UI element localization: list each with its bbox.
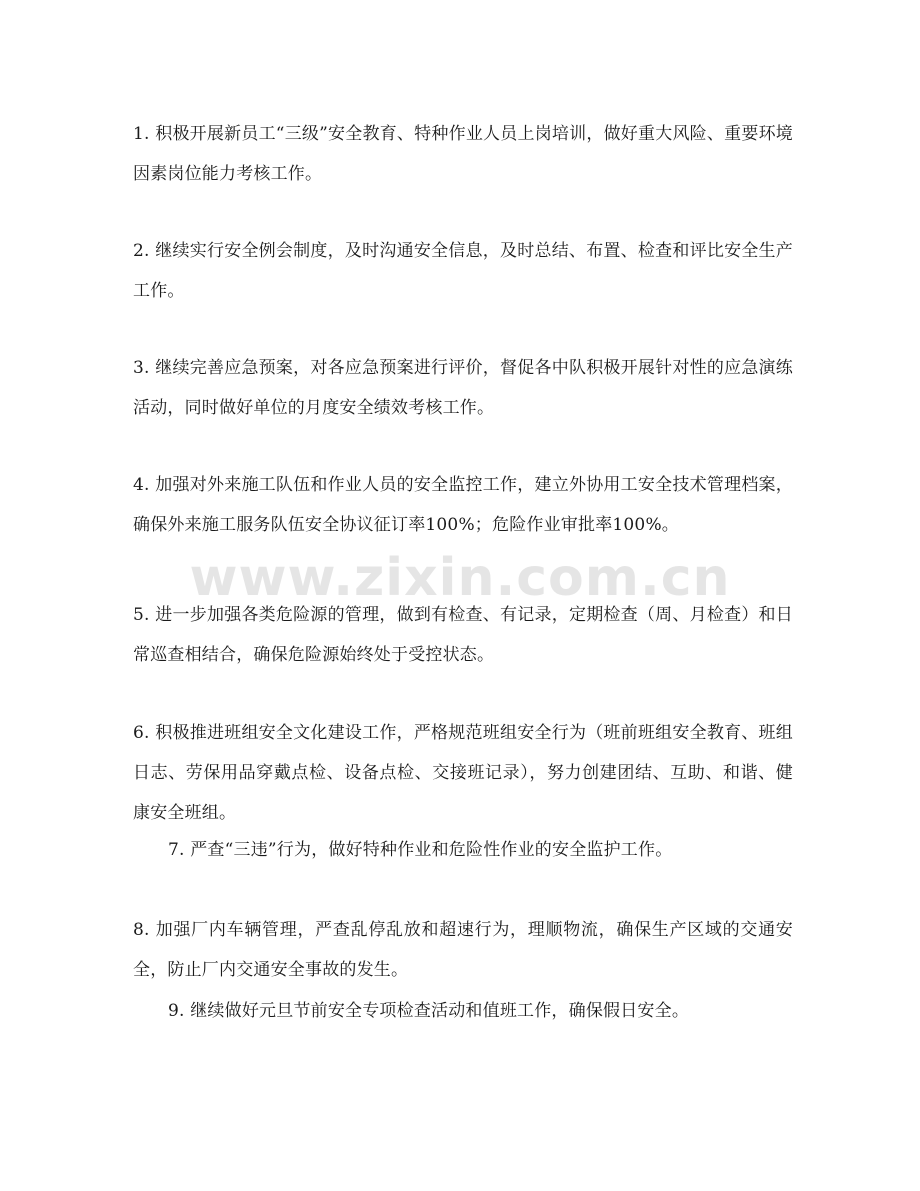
list-item-3: 3. 继续完善应急预案，对各应急预案进行评价，督促各中队积极开展针对性的应急演练活动，同时做好单位的月度安全绩效考核工作。: [133, 358, 793, 418]
list-item-8: 8. 加强厂内车辆管理，严查乱停乱放和超速行为，理顺物流，确保生产区域的交通安全，防止厂内交通安全事故的发生。: [133, 920, 793, 980]
list-item-7: 7. 严查“三违”行为，做好特种作业和危险性作业的安全监护工作。: [168, 840, 673, 860]
list-item-9: 9. 继续做好元旦节前安全专项检查活动和值班工作，确保假日安全。: [168, 1001, 690, 1021]
list-item-6: 6. 积极推进班组安全文化建设工作，严格规范班组安全行为（班前班组安全教育、班组日志、劳保用品穿戴点检、设备点检、交接班记录），努力创建团结、互助、和谐、健康安全班组。: [133, 723, 793, 823]
list-item-4: 4. 加强对外来施工队伍和作业人员的安全监控工作，建立外协用工安全技术管理档案，确保外来施工服务队伍安全协议征订率100%；危险作业审批率100%。: [133, 475, 793, 535]
list-item-5: 5. 进一步加强各类危险源的管理，做到有检查、有记录，定期检查（周、月检查）和日常巡查相结合，确保危险源始终处于受控状态。: [133, 605, 793, 665]
watermark-text: www.zixin.com.cn: [189, 548, 731, 608]
list-item-1: 1. 积极开展新员工“三级”安全教育、特种作业人员上岗培训，做好重大风险、重要环境因素岗位能力考核工作。: [133, 124, 793, 184]
list-item-2: 2. 继续实行安全例会制度，及时沟通安全信息，及时总结、布置、检查和评比安全生产工作。: [133, 241, 793, 301]
